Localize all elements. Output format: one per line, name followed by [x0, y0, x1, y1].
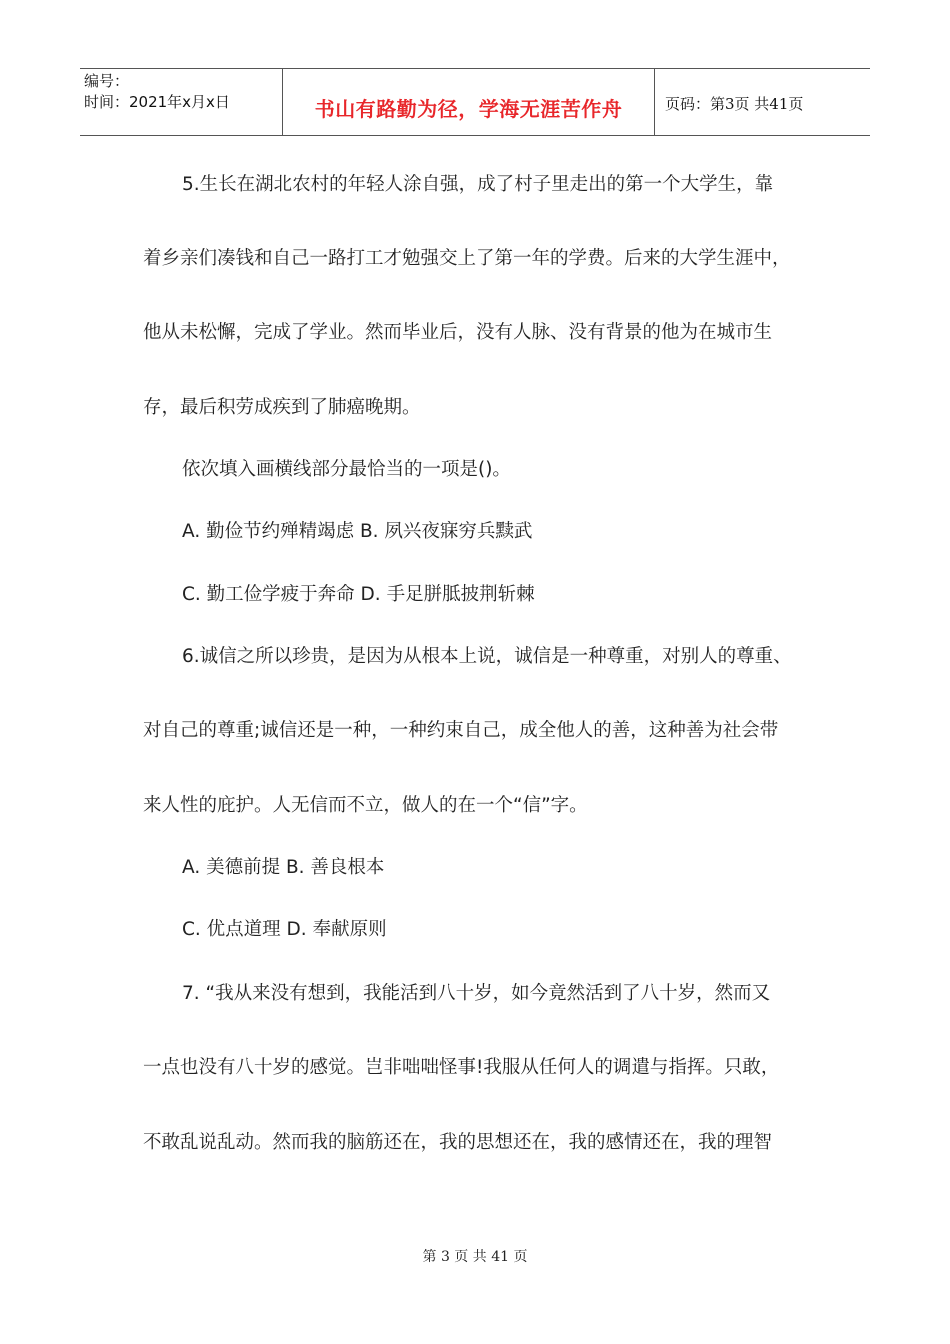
question-7-line-1: 7. “我从来没有想到，我能活到八十岁，如今竟然活到了八十岁，然而又 — [182, 983, 771, 1004]
header-page-info: 页码：第3页 共41页 — [665, 95, 804, 113]
document-number-label: 编号： — [84, 72, 130, 90]
question-6-options-ab: A. 美德前提 B. 善良根本 — [182, 857, 385, 878]
question-6-line-3: 来人性的庇护。人无信而不立，做人的在一个“信”字。 — [143, 795, 588, 816]
question-5-line-4: 存，最后积劳成疾到了肺癌晚期。 — [143, 397, 421, 418]
question-7-line-2: 一点也没有八十岁的感觉。岂非咄咄怪事!我服从任何人的调遣与指挥。只敢， — [143, 1057, 780, 1078]
header-page-cell — [655, 69, 870, 135]
question-7-line-3: 不敢乱说乱动。然而我的脑筋还在，我的思想还在，我的感情还在，我的理智 — [143, 1132, 773, 1153]
question-5-prompt: 依次填入画横线部分最恰当的一项是()。 — [182, 459, 511, 480]
question-5-line-2: 着乡亲们凑钱和自己一路打工才勉强交上了第一年的学费。后来的大学生涯中， — [143, 248, 791, 269]
header-meta-cell — [80, 69, 282, 135]
document-header — [80, 68, 870, 136]
question-5-line-1: 5.生长在湖北农村的年轻人涂自强，成了村子里走出的第一个大学生，靠 — [182, 174, 774, 195]
question-6-line-1: 6.诚信之所以珍贵，是因为从根本上说，诚信是一种尊重，对别人的尊重、 — [182, 646, 792, 667]
question-6-options-cd: C. 优点道理 D. 奉献原则 — [182, 919, 387, 940]
page-footer: 第 3 页 共 41 页 — [422, 1249, 528, 1265]
question-5-line-3: 他从未松懈，完成了学业。然而毕业后，没有人脉、没有背景的他为在城市生 — [143, 322, 773, 343]
question-5-options-cd: C. 勤工俭学疲于奔命 D. 手足胼胝披荆斩棘 — [182, 584, 535, 605]
question-6-line-2: 对自己的尊重;诚信还是一种，一种约束自己，成全他人的善，这种善为社会带 — [143, 720, 779, 741]
document-time-label: 时间：2021年x月x日 — [84, 93, 230, 111]
question-5-options-ab: A. 勤俭节约殚精竭虑 B. 夙兴夜寐穷兵黩武 — [182, 521, 533, 542]
header-motto-cell — [282, 69, 655, 135]
header-motto: 书山有路勤为径，学海无涯苦作舟 — [314, 97, 623, 121]
